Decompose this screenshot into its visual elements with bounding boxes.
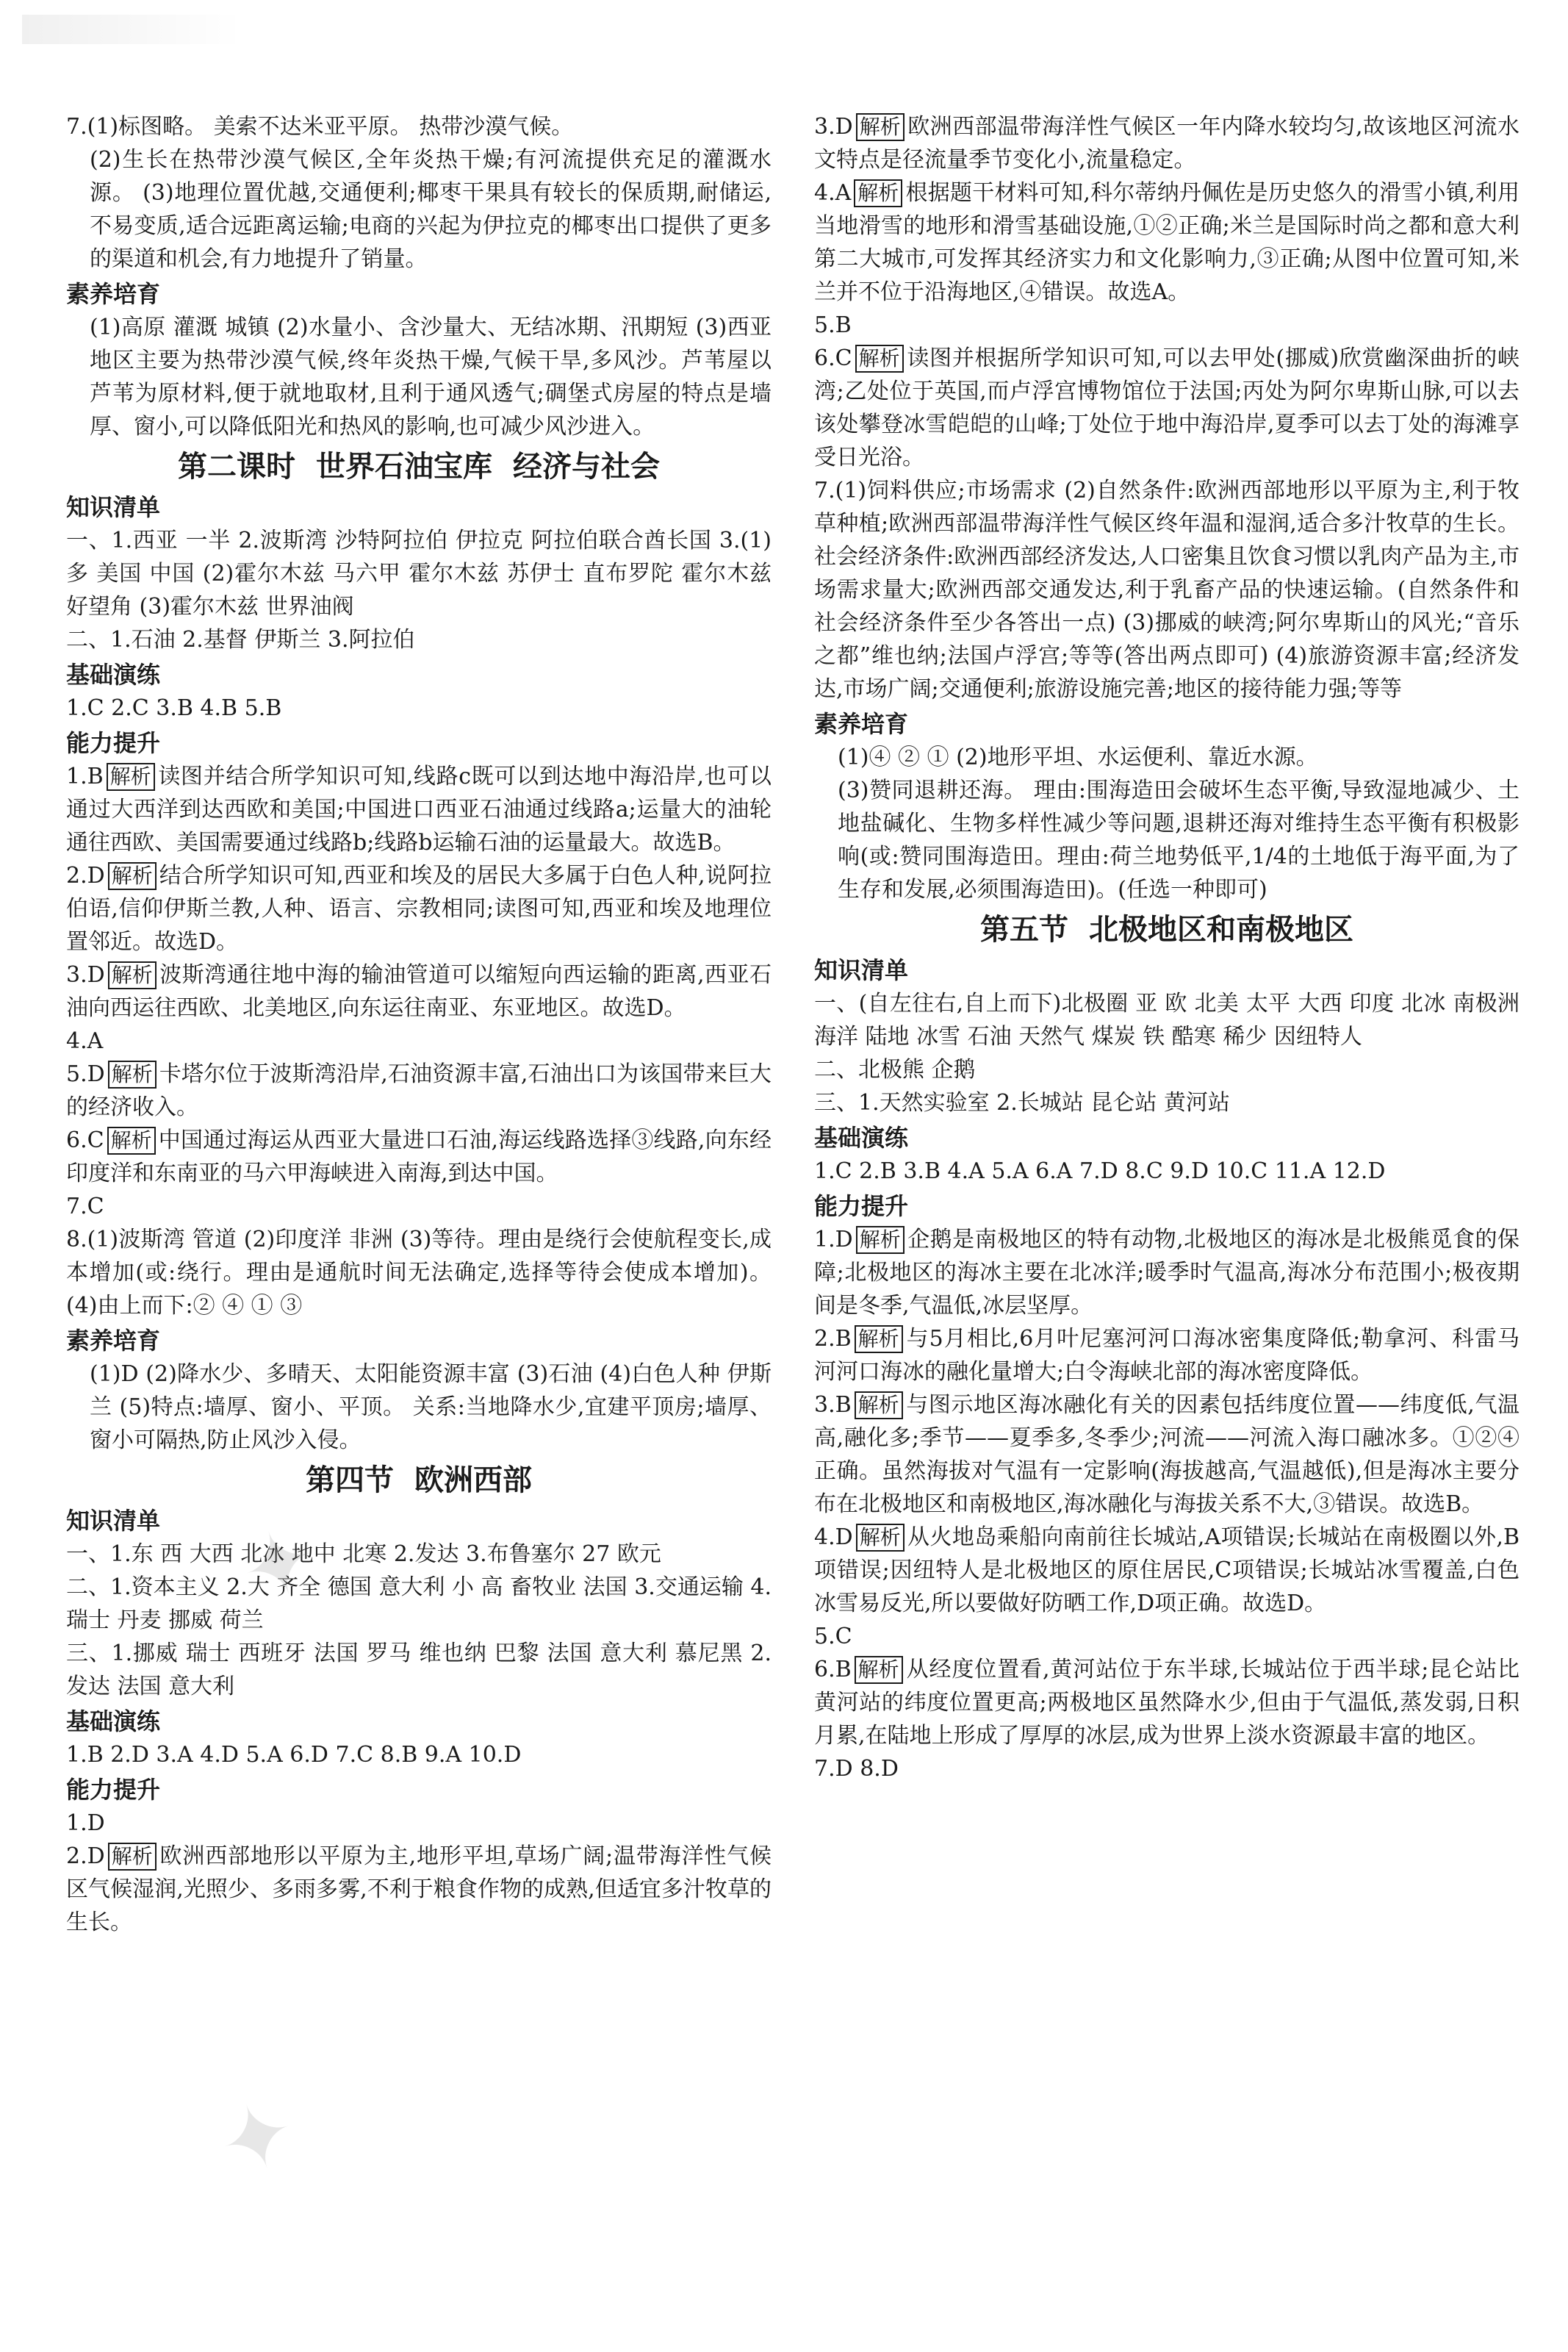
answer-item <box>814 474 1520 706</box>
answer-number: 3.D <box>814 114 853 140</box>
section-heading: 素养培育 <box>66 1327 161 1355</box>
section-heading: 能力提升 <box>814 1192 909 1220</box>
analysis-tag: 解析 <box>855 345 904 373</box>
answer-text: (1)波斯湾 管道 (2)印度洋 非洲 (3)等待。理由是绕行会使航程变长,成本增加(或:绕行。理由是通航时间无法确定,选择等待会使成本增加)。 (4)由上而下:② ④ ① ③ <box>66 1227 772 1319</box>
suyang-3-a: (1)④ ② ① (2)地形平坦、水运便利、靠近水源。 <box>838 745 1318 770</box>
answer-number: 8. <box>66 1227 87 1252</box>
answer-text: 根据题干材料可知,科尔蒂纳丹佩佐是历史悠久的滑雪小镇,利用当地滑雪的地形和滑雪基础设施,①②正确;米兰是国际时尚之都和意大利第二大城市,可发挥其经济实力和文化影响力,③正确;从图中位置可知,米兰并不位于沿海地区,④错误。故选A。 <box>814 180 1520 305</box>
section-heading: 基础演练 <box>66 661 161 689</box>
answer-text: 欧洲西部地形以平原为主,地形平坦,草场广阔;温带海洋性气候区气候湿润,光照少、多雨多雾,不利于粮食作物的成熟,但适宜多汁牧草的生长。 <box>66 1843 772 1935</box>
section-heading: 素养培育 <box>814 710 909 738</box>
answer-item <box>814 1653 1520 1752</box>
zhishi-3-a: 一、(自左往右,自上而下)北极圈 亚 欧 北美 太平 大西 印度 北冰 南极洲 海洋 陆地 冰雪 石油 天然气 煤炭 铁 酷寒 稀少 因纽特人 <box>814 991 1520 1050</box>
answer-text: 波斯湾通往地中海的输油管道可以缩短向西运输的距离,西亚石油向西运往西欧、北美地区,向东运往南亚、东亚地区。故选D。 <box>66 962 772 1021</box>
analysis-tag: 解析 <box>856 113 905 141</box>
zhishi-3-b: 二、北极熊 企鹅 <box>814 1057 976 1083</box>
jichu-3: 1.C 2.B 3.B 4.A 5.A 6.A 7.D 8.C 9.D 10.C 11.A 12.D <box>814 1158 1386 1184</box>
answer-item <box>814 309 1520 342</box>
analysis-tag: 解析 <box>855 1325 903 1353</box>
answer-item <box>814 342 1520 474</box>
answer-text: 与图示地区海冰融化有关的因素包括纬度位置——纬度低,气温高,融化多;季节——夏季多,冬季少;河流——河流入海口融冰多。①②④正确。虽然海拔对气温有一定影响(海拔越高,气温越低),但是海冰主要分布在北极地区和南极地区,海冰融化与海拔关系不大,③错误。故选B。 <box>814 1392 1520 1517</box>
answer-number: 4.A <box>814 180 852 206</box>
answer-number: 7.C <box>66 1194 104 1219</box>
answer-item <box>814 1752 1520 1785</box>
answer-text: 结合所学知识可知,西亚和埃及的居民大多属于白色人种,说阿拉伯语,信仰伊斯兰教,人种、语言、宗教相同;读图可知,西亚和埃及地理位置邻近。故选D。 <box>66 863 772 955</box>
analysis-tag: 解析 <box>108 862 157 890</box>
section-heading: 素养培育 <box>66 280 161 308</box>
answer-number: 5.D <box>66 1061 105 1087</box>
section-heading: 能力提升 <box>66 729 161 757</box>
answer-item <box>66 859 772 958</box>
jichu-1: 1.C 2.C 3.B 4.B 5.B <box>66 695 282 721</box>
answer-text: 中国通过海运从西亚大量进口石油,海运线路选择③线路,向东经印度洋和东南亚的马六甲海峡进入南海,到达中国。 <box>66 1127 772 1186</box>
right-column <box>814 110 1520 1785</box>
answer-number: 6.B <box>814 1657 852 1682</box>
analysis-tag: 解析 <box>855 1391 903 1419</box>
suyang-1: (1)高原 灌溉 城镇 (2)水量小、含沙量大、无结冰期、汛期短 (3)西亚地区主要为热带沙漠气候,终年炎热干燥,气候干旱,多风沙。芦苇屋以芦苇为原材料,便于就地取材,且利于通风透气;碉堡式房屋的特点是墙厚、窗小,可以降低阳光和热风的影响,也可减少风沙进入。 <box>90 315 772 440</box>
analysis-tag: 解析 <box>108 961 157 989</box>
answer-number: 7. <box>814 478 835 503</box>
chapter-title: 第二课时 世界石油宝库 经济与社会 <box>178 450 660 484</box>
answer-list <box>814 1223 1520 1785</box>
left-column <box>66 110 772 1939</box>
q7-line-2: (2)生长在热带沙漠气候区,全年炎热干燥;有河流提供充足的灌溉水源。 (3)地理位置优越,交通便利;椰枣干果具有较长的保质期,耐储运,不易变质,适合远距离运输;电商的兴起为伊拉克的椰枣出口提供了更多的渠道和机会,有力地提升了销量。 <box>90 147 772 272</box>
answer-item <box>814 1620 1520 1653</box>
answer-number: 2.D <box>66 863 105 889</box>
zhishi-1-b: 二、1.石油 2.基督 伊斯兰 3.阿拉伯 <box>66 627 415 653</box>
answer-number: 5.C <box>814 1624 852 1649</box>
answer-item <box>814 1223 1520 1322</box>
answer-item <box>66 1058 772 1124</box>
answer-number: 4.D <box>814 1524 853 1550</box>
answer-number: 7.D 8.D <box>814 1756 899 1782</box>
answer-number: 6.C <box>66 1127 104 1153</box>
answer-number: 1.D <box>814 1227 853 1252</box>
answer-item <box>66 1190 772 1223</box>
section-heading: 基础演练 <box>814 1124 909 1152</box>
answer-item <box>66 1807 772 1840</box>
answer-text: 欧洲西部温带海洋性气候区一年内降水较均匀,故该地区河流水文特点是径流量季节变化小,流量稳定。 <box>814 114 1520 173</box>
answer-number: 3.D <box>66 962 105 988</box>
answer-item <box>66 958 772 1025</box>
section-heading: 知识清单 <box>66 493 161 521</box>
answer-text: 读图并结合所学知识可知,线路c既可以到达地中海沿岸,也可以通过大西洋到达西欧和美国;中国进口西亚石油通过线路a;运量大的油轮通往西欧、美国需要通过线路b;线路b运输石油的运量最大。故选B。 <box>66 764 772 856</box>
suyang-2: (1)D (2)降水少、多晴天、太阳能资源丰富 (3)石油 (4)白色人种 伊斯兰 (5)特点:墙厚、窗小、平顶。 关系:当地降水少,宜建平顶房;墙厚、窗小可隔热,防止风沙入侵。 <box>90 1361 772 1453</box>
answer-text: (1)饲料供应;市场需求 (2)自然条件:欧洲西部地形以平原为主,利于牧草种植;欧洲西部温带海洋性气候区终年温和湿润,适合多汁牧草的生长。社会经济条件:欧洲西部经济发达,人口密集且饮食习惯以乳肉产品为主,市场需求量大;欧洲西部交通发达,利于乳畜产品的快速运输。(自然条件和社会经济条件至少各答出一点) (3)挪威的峡湾;阿尔卑斯山的风光;“音乐之都”维也纳;法国卢浮宫;等等(答出两点即可) (4)旅游资源丰富;经济发达,市场广阔;交通便利;旅游设施完善;地区的接待能力强;等等 <box>814 478 1520 702</box>
analysis-tag: 解析 <box>856 1524 905 1552</box>
section-heading: 知识清单 <box>814 956 909 984</box>
answer-item <box>66 760 772 859</box>
answer-text: 读图并根据所学知识可知,可以去甲处(挪威)欣赏幽深曲折的峡湾;乙处位于英国,而卢浮宫博物馆位于法国;丙处为阿尔卑斯山脉,可以去该处攀登冰雪皑皑的山峰;丁处位于地中海沿岸,夏季可以去丁处的海滩享受日光浴。 <box>814 345 1520 470</box>
answer-number: 4.A <box>66 1028 104 1054</box>
answer-number: 1.D <box>66 1810 105 1836</box>
answer-number: 5.B <box>814 312 852 338</box>
chapter-title: 第四节 欧洲西部 <box>306 1463 532 1497</box>
answer-text: 企鹅是南极地区的特有动物,北极地区的海冰是北极熊觅食的保障;北极地区的海冰主要在北冰洋;暖季时气温高,海冰分布范围小;极夜期间是冬季,气温低,冰层坚厚。 <box>814 1227 1520 1319</box>
q7-line-1: 7.(1)标图略。 美索不达米亚平原。 热带沙漠气候。 <box>66 114 574 140</box>
answer-item <box>814 110 1520 176</box>
analysis-tag: 解析 <box>856 1226 905 1254</box>
section-heading: 基础演练 <box>66 1707 161 1735</box>
analysis-tag: 解析 <box>855 1656 903 1684</box>
answer-number: 2.B <box>814 1326 852 1352</box>
answer-text: 从经度位置看,黄河站位于东半球,长城站位于西半球;昆仑站比黄河站的纬度位置更高;两极地区虽然降水少,但由于气温低,蒸发弱,日积月累,在陆地上形成了厚厚的冰层,成为世界上淡水资源最丰富的地区。 <box>814 1657 1520 1749</box>
answer-text: 卡塔尔位于波斯湾沿岸,石油资源丰富,石油出口为该国带来巨大的经济收入。 <box>66 1061 772 1120</box>
analysis-tag: 解析 <box>107 1127 156 1155</box>
answer-text: 从火地岛乘船向南前往长城站,A项错误;长城站在南极圈以外,B项错误;因纽特人是北极地区的原住居民,C项错误;长城站冰雪覆盖,白色冰雪易反光,所以要做好防晒工作,D项正确。故选D。 <box>814 1524 1520 1616</box>
answer-item <box>66 1840 772 1939</box>
zhishi-1-a: 一、1.西亚 一半 2.波斯湾 沙特阿拉伯 伊拉克 阿拉伯联合酋长国 3.(1)多 美国 中国 (2)霍尔木兹 马六甲 霍尔木兹 苏伊士 直布罗陀 霍尔木兹 好望角 (3)霍尔木兹 世界油阀 <box>66 528 772 620</box>
answer-item <box>814 1388 1520 1521</box>
answer-item <box>66 1223 772 1322</box>
answer-list <box>66 1807 772 1939</box>
zhishi-2-c: 三、1.挪威 瑞士 西班牙 法国 罗马 维也纳 巴黎 法国 意大利 慕尼黑 2.发达 法国 意大利 <box>66 1641 772 1699</box>
answer-list <box>66 760 772 1322</box>
section-heading: 能力提升 <box>66 1776 161 1804</box>
jichu-2: 1.B 2.D 3.A 4.D 5.A 6.D 7.C 8.B 9.A 10.D <box>66 1742 522 1768</box>
analysis-tag: 解析 <box>108 1843 157 1871</box>
zhishi-2-a: 一、1.东 西 大西 北冰 地中 北寒 2.发达 3.布鲁塞尔 27 欧元 <box>66 1541 661 1567</box>
suyang-3-b: (3)赞同退耕还海。 理由:围海造田会破坏生态平衡,导致湿地减少、土地盐碱化、生物多样性减少等问题,退耕还海对维持生态平衡有积极影响(或:赞同围海造田。理由:荷兰地势低平,1/4的土地低于海平面,为了生存和发展,必须围海造田)。(任选一种即可) <box>838 778 1520 903</box>
answer-item <box>66 1124 772 1190</box>
answer-number: 6.C <box>814 345 852 371</box>
answer-text: 与5月相比,6月叶尼塞河河口海冰密集度降低;勒拿河、科雷马河河口海冰的融化量增大;白令海峡北部的海冰密度降低。 <box>814 1326 1520 1385</box>
analysis-tag: 解析 <box>107 763 155 791</box>
watermark: ✦ <box>206 2078 309 2199</box>
answer-list <box>814 110 1520 706</box>
scan-shadow <box>22 15 242 44</box>
zhishi-3-c: 三、1.天然实验室 2.长城站 昆仑站 黄河站 <box>814 1090 1230 1116</box>
answer-number: 1.B <box>66 764 104 789</box>
answer-item <box>814 1521 1520 1620</box>
chapter-title: 第五节 北极地区和南极地区 <box>980 913 1353 947</box>
analysis-tag: 解析 <box>854 179 902 207</box>
answer-number: 2.D <box>66 1843 105 1869</box>
zhishi-2-b: 二、1.资本主义 2.大 齐全 德国 意大利 小 高 畜牧业 法国 3.交通运输 4.瑞士 丹麦 挪威 荷兰 <box>66 1574 772 1633</box>
answer-item <box>814 1322 1520 1388</box>
answer-item <box>66 1025 772 1058</box>
analysis-tag: 解析 <box>108 1061 157 1089</box>
watermark: ✦ <box>228 1505 331 1626</box>
answer-item <box>814 176 1520 309</box>
section-heading: 知识清单 <box>66 1507 161 1535</box>
answer-number: 3.B <box>814 1392 852 1418</box>
